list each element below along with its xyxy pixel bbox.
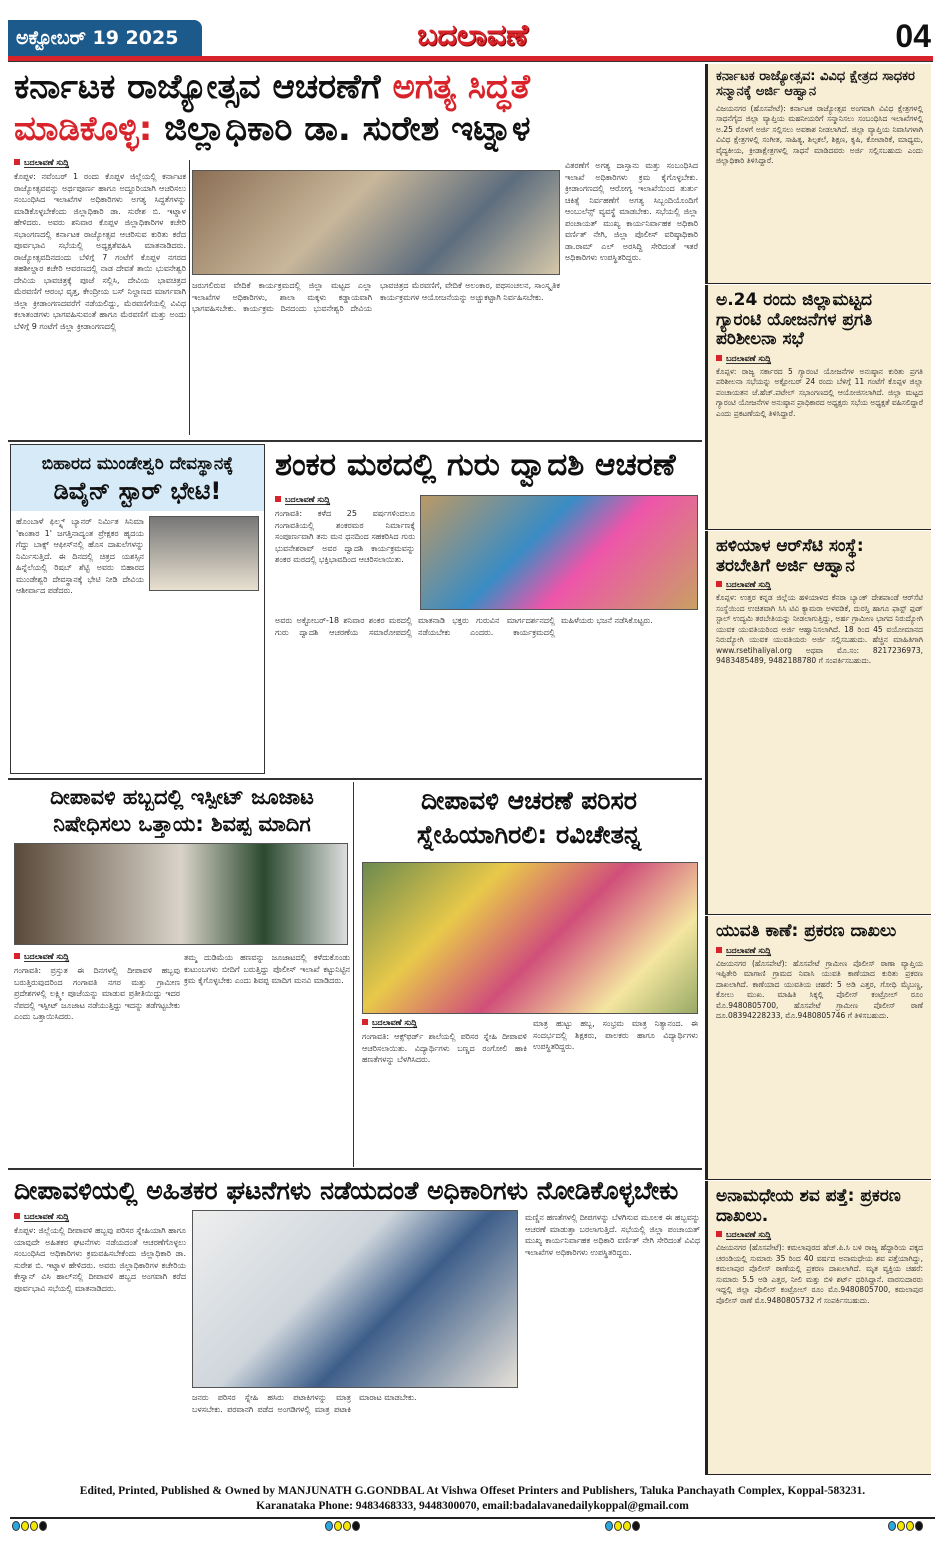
masthead-rule <box>8 56 933 62</box>
sidebar-article <box>705 1181 931 1475</box>
footer-rule <box>10 1517 935 1519</box>
article-text: ಗಂಗಾವತಿ: ಕಳೆದ 25 ವರ್ಷಗಳಿಂದಲೂ ಗಂಗಾವತಿಯಲ್ಲಿ ಶಂಕರಮಠ ನಿರ್ಮಾಣಕ್ಕೆ ಸಂಪೂರ್ಣವಾಗಿ ತನು ಮನ ಧನದಿಂದ ಸಹಕರಿಸಿದ ಗುರು ಭುವನೇಶರಾವ್ ಅವರ ದ್ವಾದಶಿ ಕಾರ್ಯಕ್ರಮವನ್ನು ಶಂಕರ ಮಠದಲ್ಲಿ ಭಕ್ತಿಭಾವದಿಂದ ಆಚರಿಸಲಾಯಿತು. <box>275 509 415 564</box>
actor-photo <box>149 516 259 591</box>
article-headline: ದೀಪಾವಳಿಯಲ್ಲಿ ಅಹಿತಕರ ಘಟನೆಗಳು ನಡೆಯದಂತೆ ಅಧಿಕಾರಿಗಳು ನೋಡಿಕೊಳ್ಳಬೇಕು <box>14 1176 679 1205</box>
headline-line: ಡಿವೈನ್ ಸ್ಟಾರ್ ಭೇಟಿ! <box>53 477 222 505</box>
headline-line: ಬಿಹಾರದ ಮುಂಡೇಶ್ವರಿ ದೇವಸ್ಥಾನಕ್ಕೆ <box>41 454 234 474</box>
article-text: ಕೊಪ್ಪಳ: ನವೆಂಬರ್ 1 ರಂದು ಕೊಪ್ಪಳ ಜಿಲ್ಲೆಯಲ್ಲಿ ಕರ್ನಾಟಕ ರಾಜ್ಯೋತ್ಸವವನ್ನು ಅರ್ಥಪೂರ್ಣ ಹಾಗೂ ಅದ್ದೂರಿಯಾಗಿ ಆಚರಿಸಲು ಸಂಬಂಧಿಸಿದ ಇಲಾಖೆಗಳ ಅಧಿಕಾರಿಗಳು ಅಗತ್ಯ ಸಿದ್ಧತೆಗಳನ್ನು ಮಾಡಿಕೊಳ್ಳಬೇಕೆಂದು ಜಿಲ್ಲಾಧಿಕಾರಿ ಡಾ. ಸುರೇಶ ಬಿ. ಇಟ್ನಾಳ ಹೇಳಿದರು. ಅವರು ಶನಿವಾರ ಕೊಪ್ಪಳ ಜಿಲ್ಲಾಧಿಕಾರಿಗಳ ಕಚೇರಿ ಸಭಾಂಗಣದಲ್ಲಿ ಕರ್ನಾಟಕ ರಾಜ್ಯೋತ್ಸವ ಆಚರಿಸುವ ಕುರಿತು ಕರೆದ ಪೂರ್ವಭಾವಿ ಸಭೆಯಲ್ಲಿ ಅಧ್ಯಕ್ಷತೆವಹಿಸಿ ಮಾತನಾಡಿದರು. ರಾಜ್ಯೋತ್ಸವದಿನದಂದು ಬೆಳಿಗ್ಗೆ 7 ಗಂಟೆಗೆ ಕೊಪ್ಪಳ ನಗರದ ತಹಶೀಲ್ದಾರ ಕಚೇರಿ ಆವರಣದಲ್ಲಿ ನಾಡ ದೇವತೆ ತಾಯಿ ಭುವನೇಶ್ವರಿ ದೇವಿಯ ಭಾವಚಿತ್ರಕ್ಕೆ ಪೂಜೆ ಸಲ್ಲಿಸಿ, ದೇವಿಯ ಭಾವಚಿತ್ರದ ಮೆರವಣಿಗೆ ಆರಂಭ ವೃತ್ತ, ಕೇಂದ್ರೀಯ ಬಸ್ ನಿಲ್ದಾಣದ ಮಾರ್ಗವಾಗಿ ಜಿಲ್ಲಾ ಕ್ರೀಡಾಂಗಣದವರೆಗೆ ನಡೆಯಲಿದ್ದು, ಮೆರವಣಿಗೆಯಲ್ಲಿ ವಿವಿಧ ಕಲಾತಂಡಗಳು ಭಾಗವಹಿಸುವಂತೆ ಹಾಗೂ ಮೆರವಣಿಗೆ ಮತ್ತು ಅಂದು ಬೆಳಿಗ್ಗೆ 9 ಗಂಟೆಗೆ ಜಿಲ್ಲಾ ಕ್ರೀಡಾಂಗಣದಲ್ಲಿ <box>14 172 186 331</box>
registration-marks <box>325 1521 360 1531</box>
headline-line: ನಿಷೇಧಿಸಲು ಒತ್ತಾಯ: ಶಿವಪ್ಪ ಮಾದಿಗ <box>53 812 311 836</box>
article-headline <box>11 445 264 511</box>
article-text: ಮಣ್ಣಿನ ಹಣತೆಗಳಲ್ಲಿ ದೀಪಗಳನ್ನು ಬೆಳಗಿಸುವ ಮೂಲಕ ಈ ಹಬ್ಬವನ್ನು ಆಚರಣೆ ಮಾಡುತ್ತಾ ಬರಲಾಗುತ್ತಿದೆ. ಸಭೆಯಲ್ಲಿ ಜಿಲ್ಲಾ ಪಂಚಾಯತ್ ಮುಖ್ಯ ಕಾರ್ಯನಿರ್ವಾಹಕ ಅಧಿಕಾರಿ ವರ್ಣಿತ್ ನೇಗಿ ಸೇರಿದಂತೆ ವಿವಿಧ ಇಲಾಖೆಗಳ ಅಧಿಕಾರಿಗಳು ಉಪಸ್ಥಿತರಿದ್ದರು. <box>525 1213 700 1257</box>
sidebar-article <box>705 285 931 530</box>
byline: ಬದಲಾವಣೆ ಸುದ್ದಿ <box>14 952 180 962</box>
newspaper-logo: ಬದಲಾವಣೆ <box>417 18 528 53</box>
divine-star-article <box>10 444 265 774</box>
lead-headline <box>14 66 704 150</box>
article-headline: ಕರ್ನಾಟಕ ರಾಜ್ಯೋತ್ಸವ: ವಿವಿಧ ಕ್ಷೇತ್ರದ ಸಾಧಕರ ಸನ್ಮಾನಕ್ಕೆ ಅರ್ಜಿ ಆಹ್ವಾನ <box>716 69 915 99</box>
page-number: 04 <box>895 18 931 54</box>
article-text: ವಿಜಯನಗರ (ಹೊಸಪೇಟೆ): ಹೊಸಪೇಟೆ ಗ್ರಾಮೀಣ ಪೊಲೀಸ್ ಠಾಣಾ ವ್ಯಾಪ್ತಿಯ ಇಪ್ಪಿತೇರಿ ಮಾಗಾಣಿ ಗ್ರಾಮದ ನಿವಾಸಿ ಯುವತಿ ಕಾಣೆಯಾದ ಕುರಿತು ಪ್ರಕರಣ ದಾಖಲಾಗಿದೆ. ಕಾಣೆಯಾದ ಯುವತಿಯ ಚಹರೆ: 5 ಅಡಿ ಎತ್ತರ, ಗೋಧಿ ಮೈಬಣ್ಣ, ಕೋಲು ಮುಖ. ಮಾಹಿತಿ ಸಿಕ್ಕಲ್ಲಿ ಪೊಲೀಸ್ ಕಂಟ್ರೋಲ್ ರೂಂ ಮೊ.9480805700, ಹೊಸಪೇಟೆ ಗ್ರಾಮೀಣ ಪೊಲೀಸ್ ಠಾಣೆ ದೂ.08394228233, ಮೊ.9480805746 ಗೆ ತಿಳಿಸಬಹುದು. <box>716 958 923 1021</box>
lead-headline-highlight: ಅಗತ್ಯ ಸಿದ್ಧತೆ <box>392 67 530 107</box>
byline: ಬದಲಾವಣೆ ಸುದ್ದಿ <box>275 495 415 505</box>
lead-headline-part: ಜಿಲ್ಲಾಧಿಕಾರಿ ಡಾ. ಸುರೇಶ ಇಟ್ನಾಳ <box>152 109 531 149</box>
imprint-line: Edited, Printed, Published & Owned by MANJUNATH G.GONDBAL At Vishwa Offeset Printers and Publishers, Taluka Panchayath Complex, Koppal-583231. <box>79 1485 866 1497</box>
lead-col-1 <box>14 158 186 332</box>
section-rule <box>8 778 702 780</box>
parisara-col-1 <box>362 1018 527 1066</box>
byline: ಬದಲಾವಣೆ ಸುದ್ದಿ <box>716 1230 923 1240</box>
article-text: ಕೊಪ್ಪಳ: ಉತ್ತರ ಕನ್ನಡ ಜಿಲ್ಲೆಯ ಹಳಿಯಾಳದ ಕೆನರಾ ಬ್ಯಾಂಕ್ ದೇಶಪಾಂಡೆ ಆರ್‌ಸೆಟಿ ಸಂಸ್ಥೆಯಿಂದ ಉಚಿತವಾಗಿ ಸಿಸಿ ಟಿವಿ ಕ್ಯಾಮರಾ ಅಳವಡಿಕೆ, ದುರಸ್ತಿ ಹಾಗೂ ಫಾಸ್ಟ್ ಫುಡ್ ಸ್ಟಾಲ್ ಉದ್ಯಮಿ ತರಬೇತಿಯನ್ನು ನೀಡಲಾಗುತ್ತಿದ್ದು, ಅರ್ಹ ಗ್ರಾಮೀಣ ಭಾಗದ ನಿರುದ್ಯೋಗಿ ಯುವಕ ಯುವತಿಯರಿಂದ ಅರ್ಜಿ ಆಹ್ವಾನಿಸಲಾಗಿದೆ. 18 ರಿಂದ 45 ವಯೋಮಾನದ ನಿರುದ್ಯೋಗಿ ಯುವಕ ಯುವತಿಯರು ಅರ್ಜಿ ಸಲ್ಲಿಸಬಹುದು. ಹೆಚ್ಚಿನ ಮಾಹಿತಿಗಾಗಿ www.rsetihaliyal.org ಅಥವಾ ಮೊ.ಸಂ: 8217236973, 9483485489, 9482188780 ಗೆ ಸಂಪರ್ಕಿಸಬಹುದು. <box>716 593 923 666</box>
article-text: ವಿಜಯನಗರ (ಹೊಸಪೇಟೆ): ಕರ್ನಾಟಕ ರಾಜ್ಯೋತ್ಸವ ಅಂಗವಾಗಿ ವಿವಿಧ ಕ್ಷೇತ್ರಗಳಲ್ಲಿ ಸಾಧನೆಗೈದ ಜಿಲ್ಲಾ ವ್ಯಾಪ್ತಿಯ ಮಹನೀಯರಿಗೆ ಸನ್ಮಾನಿಸಲು ಸಂಬಂಧಿಸಿದ ಇಲಾಖೆಗಳಲ್ಲಿ ಅ.25 ರೊಳಗೆ ಅರ್ಜಿ ಸಲ್ಲಿಸಲು ಅವಕಾಶ ನೀಡಲಾಗಿದೆ. ಜಿಲ್ಲಾ ವ್ಯಾಪ್ತಿಯ ನಿವಾಸಿಗಳಾಗಿ ವಿವಿಧ ಕ್ಷೇತ್ರಗಳಲ್ಲಿ ಸಂಗೀತ, ಸಾಹಿತ್ಯ, ಶಿಲ್ಪಕಲೆ, ಶಿಕ್ಷಣ, ಕೃಷಿ, ಕೋಟಾರಿಕೆ, ಮಾಧ್ಯಮ, ವೈದ್ಯಕೀಯ, ಕ್ರೀಡಾಕ್ಷೇತ್ರಗಳಲ್ಲಿ ಸಾಧನೆ ಮಾಡಿದವರು ಅರ್ಜಿ ಸಲ್ಲಿಸಬಹುದು ಎಂದು ಜಿಲ್ಲಾಧಿಕಾರಿ ತಿಳಿಸಿದ್ದಾರೆ. <box>716 103 923 166</box>
column-rule <box>189 160 190 435</box>
shankara-col-1 <box>275 495 415 566</box>
meeting-photo <box>192 170 560 275</box>
article-text: ಜರುಗಲಿರುವ ವೇದಿಕೆ ಕಾರ್ಯಕ್ರಮದಲ್ಲಿ ಜಿಲ್ಲಾ ಮಟ್ಟದ ಎಲ್ಲಾ ಇಲಾಖೆಗಳ ಅಧಿಕಾರಿಗಳು, ಶಾಲಾ ಮಕ್ಕಳು ಕಡ್ಡಾಯವಾಗಿ ಭಾಗವಹಿಸಬೇಕು. ಕಾರ್ಯಕ್ರಮ ದಿನದಂದು ಭುವನೇಶ್ವರಿ ದೇವಿಯ ಭಾವಚಿತ್ರದ ಮೆರವಣಿಗೆ, ವೇದಿಕೆ ಅಲಂಕಾರ, ಪಥಸಂಚಲನ, ಸಾಂಸ್ಕೃತಿಕ ಕಾರ್ಯಕ್ರಮಗಳ ಆಯೋಜನೆಯನ್ನು ಅಚ್ಚುಕಟ್ಟಾಗಿ ನಿರ್ವಹಿಸಬೇಕು. <box>192 281 560 313</box>
article-headline: ಅನಾಮಧೇಯ ಶವ ಪತ್ತೆ: ಪ್ರಕರಣ ದಾಖಲು. <box>716 1186 901 1226</box>
section-rule <box>8 1168 702 1170</box>
section-rule <box>8 440 702 442</box>
bottom-col-2 <box>192 1392 518 1415</box>
shankara-cols <box>275 615 698 638</box>
sidebar-article <box>705 64 931 284</box>
registration-marks <box>12 1521 47 1531</box>
lead-headline-part: ಕರ್ನಾಟಕ ರಾಜ್ಯೋತ್ಸವ ಆಚರಣೆಗೆ <box>14 67 393 107</box>
column-rule <box>353 782 354 1167</box>
memorandum-photo <box>14 843 348 945</box>
bottom-col-1 <box>14 1212 186 1294</box>
devotees-photo <box>420 495 698 610</box>
byline: ಬದಲಾವಣೆ ಸುದ್ದಿ <box>716 580 923 590</box>
article-text: ತಮ್ಮ ದುಡಿಮೆಯ ಹಣವನ್ನು ಜೂಜಾಟದಲ್ಲಿ ಕಳೆದುಕೊಂಡು ಕುಟುಂಬಗಳು ಬೀದಿಗೆ ಬರುತ್ತಿದ್ದು ಪೊಲೀಸ್ ಇಲಾಖೆ ಕಟ್ಟುನಿಟ್ಟಿನ ಕ್ರಮ ಕೈಗೊಳ್ಳಬೇಕು ಎಂದು ಶಿವಪ್ಪ ಮಾದಿಗ ಮನವಿ ಮಾಡಿದರು. <box>184 953 350 985</box>
article-headline: ಹಳಿಯಾಳ ಆರ್‌ಸೆಟಿ ಸಂಸ್ಥೆ: ತರಬೇತಿಗೆ ಅರ್ಜಿ ಆಹ್ವಾನ <box>716 536 864 576</box>
parisara-col-2 <box>533 1018 698 1053</box>
byline: ಬದಲಾವಣೆ ಸುದ್ದಿ <box>14 1212 186 1222</box>
sidebar-article <box>705 916 931 1180</box>
headline-line: ದೀಪಾವಳಿ ಹಬ್ಬದಲ್ಲಿ ಇಸ್ಪೀಟ್ ಜೂಜಾಟ <box>50 785 314 809</box>
article-text: ಅವರು ಅಕ್ಟೋಬರ್-18 ಶನಿವಾರ ಶಂಕರ ಮಠದಲ್ಲಿ ಗುರು ದ್ವಾದಶಿ ಆಚರಣೆಯ ಸಮಾರೋಪದಲ್ಲಿ ಮಾತನಾಡಿ ಭಕ್ತರು ಗುರುವಿನ ಮಾರ್ಗದರ್ಶನದಲ್ಲಿ ನಡೆಯಬೇಕು ಎಂದರು. ಕಾರ್ಯಕ್ರಮದಲ್ಲಿ ಮಹಿಳೆಯರು ಭಜನೆ ನಡೆಸಿಕೊಟ್ಟರು. <box>275 616 653 637</box>
article-headline: ಶಂಕರ ಮಠದಲ್ಲಿ ಗುರು ದ್ವಾದಶಿ ಆಚರಣೆ <box>275 447 676 483</box>
article-text: ಹೊಂಬಾಳೆ ಫಿಲ್ಮ್ಸ್ ಬ್ಯಾನರ್ ನಿರ್ಮಿತ ಸಿನಿಮಾ 'ಕಾಂತಾರ 1' ಜಗತ್ತಿನಾದ್ಯಂತ ಪ್ರೇಕ್ಷಕರ ಹೃದಯ ಗೆದ್ದು ಬಾಕ್ಸ್ ಆಫೀಸ್‌ನಲ್ಲಿ ಹೊಸ ದಾಖಲೆಗಳನ್ನು ನಿರ್ಮಿಸುತ್ತಿದೆ. ಈ ದಿನದಲ್ಲಿ ಚಿತ್ರದ ಯಶಸ್ಸಿನ ಹಿನ್ನೆಲೆಯಲ್ಲಿ ರಿಷಬ್ ಶೆಟ್ಟಿ ಅವರು ಬಿಹಾರದ ಮುಂಡೇಶ್ವರಿ ದೇವಸ್ಥಾನಕ್ಕೆ ಭೇಟಿ ನೀಡಿ ದೇವಿಯ ಆಶೀರ್ವಾದ ಪಡೆದರು. <box>16 517 144 595</box>
article-text: ವಿಜಯನಗರ (ಹೊಸಪೇಟೆ): ಕಮಲಾಪುರದ ಹೆಚ್.ಪಿ.ಸಿ ಬಳಿ ರಾಜ್ಯ ಹೆದ್ದಾರಿಯ ಪಕ್ಕದ ಚರಂಡಿಯಲ್ಲಿ ಸುಮಾರು 35 ರಿಂದ 40 ವರ್ಷದ ಅನಾಮಧೇಯ ಶವ ಪತ್ತೆಯಾಗಿದ್ದು, ಕಮಲಾಪುರ ಪೊಲೀಸ್ ಠಾಣೆಯಲ್ಲಿ ಪ್ರಕರಣ ದಾಖಲಾಗಿದೆ. ಮೃತ ವ್ಯಕ್ತಿಯ ಚಹರೆ: ಸುಮಾರು 5.5 ಅಡಿ ಎತ್ತರ, ನೀಲಿ ಮತ್ತು ಬಿಳಿ ಶರ್ಟ್ ಧರಿಸಿದ್ದಾನೆ. ವಾರಸುದಾರರು ಇದ್ದಲ್ಲಿ ಜಿಲ್ಲಾ ಪೊಲೀಸ್ ಕಂಟ್ರೋಲ್ ರೂಂ ಮೊ.9480805700, ಕಮಲಾಪುರ ಪೊಲೀಸ್ ಠಾಣೆ ಮೊ.9480805732 ಗೆ ಸಂಪರ್ಕಿಸಬಹುದು. <box>716 1243 923 1305</box>
imprint <box>0 1484 945 1514</box>
byline: ಬದಲಾವಣೆ ಸುದ್ದಿ <box>14 158 186 168</box>
article-headline: ಯುವತಿ ಕಾಣೆ: ಪ್ರಕರಣ ದಾಖಲು <box>716 921 897 941</box>
sidebar-article <box>705 531 931 915</box>
byline: ಬದಲಾವಣೆ ಸುದ್ದಿ <box>716 946 923 956</box>
lead-headline-highlight: ಮಾಡಿಕೊಳ್ಳಿ: <box>14 109 153 149</box>
article-text: ಗಂಗಾವತಿ: ಆಕ್ಸ್‌ಫರ್ಡ್ ಶಾಲೆಯಲ್ಲಿ ಪರಿಸರ ಸ್ನೇಹಿ ದೀಪಾವಳಿ ಆಚರಿಸಲಾಯಿತು. ವಿದ್ಯಾರ್ಥಿಗಳು ಬಣ್ಣದ ರಂಗೋಲಿ ಹಾಕಿ ಹಣತೆಗಳನ್ನು ಬೆಳಗಿಸಿದರು. <box>362 1032 527 1064</box>
byline: ಬದಲಾವಣೆ ಸುದ್ದಿ <box>362 1018 527 1028</box>
lead-col-2 <box>192 280 560 315</box>
article-headline: ಅ.24 ರಂದು ಜಿಲ್ಲಾಮಟ್ಟದ ಗ್ಯಾರಂಟಿ ಯೋಜನೆಗಳ ಪ್ರಗತಿ ಪರಿಶೀಲನಾ ಸಭೆ <box>716 290 873 350</box>
article-text: ಗಂಗಾವತಿ: ಪ್ರಸ್ತುತ ಈ ದಿನಗಳಲ್ಲಿ ದೀಪಾವಳಿ ಹಬ್ಬವು ಬರುತ್ತಿರುವುದರಿಂದ ಗಂಗಾವತಿ ನಗರ ಮತ್ತು ಗ್ರಾಮೀಣ ಪ್ರದೇಶಗಳಲ್ಲಿ ಲಕ್ಷ್ಮೀ ಪೂಜೆಯನ್ನು ಮಾಡುವ ಪ್ರತೀತಿಯಿದ್ದು ಇದರ ನೆಪದಲ್ಲಿ ಇಸ್ಪೀಟ್ ಜೂಜಾಟ ನಡೆಯುತ್ತಿದ್ದು ಇದನ್ನು ತಡೆಗಟ್ಟಬೇಕು ಎಂದು ಒತ್ತಾಯಿಸಿದರು. <box>14 966 180 1021</box>
registration-marks <box>888 1521 923 1531</box>
children-photo <box>362 862 698 1014</box>
bottom-col-3 <box>525 1212 700 1258</box>
byline: ಬದಲಾವಣೆ ಸುದ್ದಿ <box>716 354 923 364</box>
imprint-line: Karanataka Phone: 9483468333, 9448300070, email:badalavanedailykoppal@gmail.com <box>256 1500 689 1512</box>
article-text: ವಿತರಣೆಗೆ ಅಗತ್ಯ ದಾಸ್ತಾನು ಮತ್ತು ಸಂಬಂಧಿಸಿದ ಇಲಾಖೆ ಅಧಿಕಾರಿಗಳು ಕ್ರಮ ಕೈಗೊಳ್ಳಬೇಕು. ಕ್ರೀಡಾಂಗಣದಲ್ಲಿ ಆರೋಗ್ಯ ಇಲಾಖೆಯಿಂದ ತುರ್ತು ಚಿಕಿತ್ಸೆ ನಿರ್ವಹಣೆಗೆ ಅಗತ್ಯ ಸಿಬ್ಬಂದಿಯೊಂದಿಗೆ ಆಂಬುಲೆನ್ಸ್ ವ್ಯವಸ್ಥೆ ಮಾಡಬೇಕು. ಸಭೆಯಲ್ಲಿ ಜಿಲ್ಲಾ ಪಂಚಾಯತ್ ಮುಖ್ಯ ಕಾರ್ಯನಿರ್ವಾಹಕ ಅಧಿಕಾರಿ ವರ್ಣಿತ್ ನೇಗಿ, ಜಿಲ್ಲಾ ಪೊಲೀಸ್ ವರಿಷ್ಠಾಧಿಕಾರಿ ಡಾ.ರಾಮ್ ಎಲ್ ಅರಸಿದ್ದಿ ಸೇರಿದಂತೆ ಇತರೆ ಅಧಿಕಾರಿಗಳು ಉಪಸ್ಥಿತರಿದ್ದರು. <box>565 161 698 262</box>
issue-date: ಅಕ್ಟೋಬರ್ 19 2025 <box>8 20 202 56</box>
article-text: ಜನರು ಪರಿಸರ ಸ್ನೇಹಿ ಹಸಿರು ಪಟಾಕಿಗಳನ್ನು ಮಾತ್ರ ಬಳಸಬೇಕು. ಪರವಾನಗಿ ಪಡೆದ ಅಂಗಡಿಗಳಲ್ಲಿ ಮಾತ್ರ ಪಟಾಕಿ ಮಾರಾಟ ಮಾಡಬೇಕು. <box>192 1393 417 1414</box>
lead-col-3 <box>565 160 698 264</box>
article-headline <box>358 784 700 852</box>
registration-marks <box>605 1521 640 1531</box>
headline-line: ದೀಪಾವಳಿ ಆಚರಣೆ ಪರಿಸರ <box>420 786 637 815</box>
vc-meeting-photo <box>192 1210 518 1388</box>
article-headline <box>12 784 352 838</box>
article-text: ಕೊಪ್ಪಳ: ರಾಜ್ಯ ಸರ್ಕಾರದ 5 ಗ್ಯಾರಂಟಿ ಯೋಜನೆಗಳ ಅನುಷ್ಠಾನ ಕುರಿತು ಪ್ರಗತಿ ಪರಿಶೀಲನಾ ಸಭೆಯನ್ನು ಅಕ್ಟೋಬರ್ 24 ರಂದು ಬೆಳಿಗ್ಗೆ 11 ಗಂಟೆಗೆ ಕೊಪ್ಪಳ ಜಿಲ್ಲಾ ಪಂಚಾಯತನ ಜೆ.ಹೆಚ್.ಪಟೇಲ್ ಸಭಾಂಗಣದಲ್ಲಿ ಆಯೋಜಿಸಲಾಗಿದೆ. ಜಿಲ್ಲಾ ಮಟ್ಟದ ಗ್ಯಾರಂಟಿ ಯೋಜನೆಗಳ ಅನುಷ್ಠಾನ ಪ್ರಾಧಿಕಾರದ ಅಧ್ಯಕ್ಷರು ಸಭೆಯ ಅಧ್ಯಕ್ಷತೆ ವಹಿಸಲಿದ್ದಾರೆ ಎಂದು ಪ್ರಕಟಣೆಯಲ್ಲಿ ತಿಳಿಸಿದ್ದಾರೆ. <box>716 366 923 418</box>
article-text: ಮಾತ್ರ ಹುಟ್ಟು ಹಬ್ಬ, ಸಂಭ್ರಮ ಮಾತ್ರ ನಿತ್ಯಾನಂದ. ಈ ಸಂದರ್ಭದಲ್ಲಿ ಶಿಕ್ಷಕರು, ಪಾಲಕರು ಹಾಗೂ ವಿದ್ಯಾರ್ಥಿಗಳು ಉಪಸ್ಥಿತರಿದ್ದರು. <box>533 1019 698 1051</box>
article-text: ಕೊಪ್ಪಳ: ಜಿಲ್ಲೆಯಲ್ಲಿ ದೀಪಾವಳಿ ಹಬ್ಬವು ಪರಿಸರ ಸ್ನೇಹಿಯಾಗಿ ಹಾಗೂ ಯಾವುದೇ ಅಹಿತಕರ ಘಟನೆಗಳು ನಡೆಯದಂತೆ ಆಚರಣೆಗೊಳ್ಳಲು ಸಂಬಂಧಿಸಿದ ಅಧಿಕಾರಿಗಳು ಕ್ರಮವಹಿಸಬೇಕೆಂದು ಜಿಲ್ಲಾಧಿಕಾರಿ ಡಾ. ಸುರೇಶ ಬಿ. ಇಟ್ನಾಳ ಹೇಳಿದರು. ಅವರು ಜಿಲ್ಲಾಧಿಕಾರಿಗಳ ಕಚೇರಿಯ ಕೇಸ್ವಾನ್ ವಿಸಿ ಹಾಲ್‌ನಲ್ಲಿ ದೀಪಾವಳಿ ಹಬ್ಬದ ಅಂಗವಾಗಿ ಕರೆದ ಪೂರ್ವಭಾವಿ ಸಭೆಯಲ್ಲಿ ಮಾತನಾಡಿದರು. <box>14 1226 186 1293</box>
headline-line: ಸ್ನೇಹಿಯಾಗಿರಲಿ: ರವಿಚೇತನ್ನ <box>416 820 642 849</box>
issiet-col-1 <box>14 952 180 1023</box>
issiet-col-2 <box>184 952 350 987</box>
